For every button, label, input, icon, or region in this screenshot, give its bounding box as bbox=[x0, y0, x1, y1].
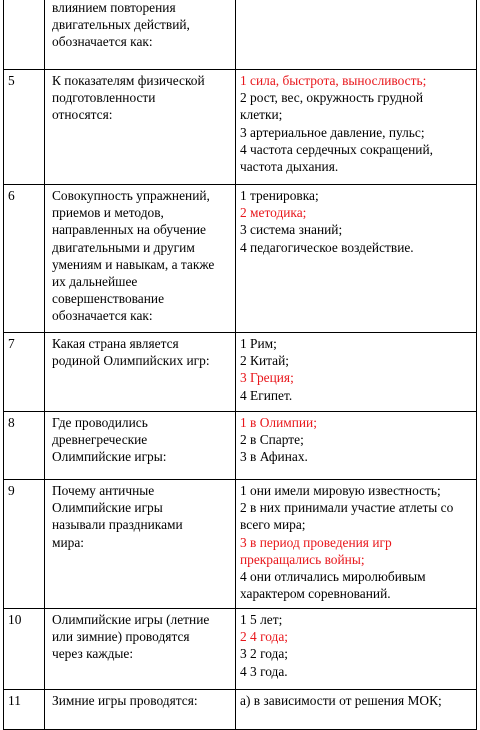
question-line: Какая страна является bbox=[52, 336, 179, 351]
table-row bbox=[4, 0, 477, 70]
question-number-label: 8 bbox=[8, 415, 15, 430]
question-line: Где проводились bbox=[52, 415, 148, 430]
table-row bbox=[4, 185, 477, 333]
question-line: называли праздниками bbox=[52, 517, 183, 533]
answer-option bbox=[240, 124, 472, 141]
answer-options bbox=[236, 412, 477, 480]
correct-answer-option bbox=[240, 369, 472, 386]
question-line: Олимпийские игры bbox=[52, 500, 163, 516]
question-text bbox=[45, 480, 236, 609]
answer-line: а) в зависимости от решения МОК; bbox=[240, 693, 442, 708]
answer-option bbox=[240, 482, 472, 499]
table-row bbox=[4, 609, 477, 690]
question-line: подготовленности bbox=[52, 90, 156, 106]
answer-option bbox=[240, 352, 472, 369]
answer-line: 4 они отличались миролюбивым bbox=[240, 569, 426, 585]
answer-line: 1 в Олимпии; bbox=[240, 415, 317, 430]
question-line: древнегреческие bbox=[52, 432, 148, 448]
answer-line: 4 Египет. bbox=[240, 387, 293, 403]
answer-option bbox=[240, 89, 472, 123]
correct-answer-option bbox=[240, 204, 472, 221]
correct-answer-option bbox=[240, 414, 472, 431]
answer-line: 3 система знаний; bbox=[240, 222, 343, 238]
answer-line: частота дыхания. bbox=[240, 159, 339, 175]
question-line: мира: bbox=[52, 534, 84, 550]
question-number bbox=[4, 185, 45, 333]
answer-line: клетки; bbox=[240, 107, 283, 123]
answer-option bbox=[240, 611, 472, 628]
question-text bbox=[45, 333, 236, 412]
answer-line: 3 Греция; bbox=[240, 370, 294, 386]
table-row bbox=[4, 480, 477, 609]
answer-line: 4 частота сердечных сокращений, bbox=[240, 141, 433, 157]
question-line: обозначается как: bbox=[52, 308, 153, 324]
answer-option bbox=[240, 692, 472, 709]
answer-line: 1 они имели мировую известность; bbox=[240, 483, 441, 498]
answer-line: 1 тренировка; bbox=[240, 188, 319, 203]
question-number bbox=[4, 690, 45, 730]
quiz-table-body bbox=[4, 0, 477, 730]
question-line: двигательных действий, bbox=[52, 17, 190, 33]
answer-option bbox=[240, 448, 472, 465]
table-row bbox=[4, 412, 477, 480]
quiz-table bbox=[3, 0, 477, 730]
answer-line: всего мира; bbox=[240, 517, 306, 533]
answer-options bbox=[236, 690, 477, 730]
question-line: К показателям физической bbox=[52, 73, 205, 88]
table-row bbox=[4, 690, 477, 730]
answer-line: характером соревнований. bbox=[240, 586, 391, 602]
question-text bbox=[45, 70, 236, 185]
answer-line: 2 в них принимали участие атлеты со bbox=[240, 500, 454, 516]
question-number bbox=[4, 609, 45, 690]
answer-line: 3 в Афинах. bbox=[240, 449, 308, 465]
answer-line: 3 в период проведения игр bbox=[240, 534, 392, 550]
question-line: двигательными и другим bbox=[52, 239, 195, 255]
answer-line: 1 5 лет; bbox=[240, 612, 283, 627]
answer-line: прекращались войны; bbox=[240, 551, 365, 567]
answer-option bbox=[240, 335, 472, 352]
question-text bbox=[45, 690, 236, 730]
question-number-label: 6 bbox=[8, 188, 15, 203]
answer-options bbox=[236, 480, 477, 609]
question-number bbox=[4, 412, 45, 480]
answer-option bbox=[240, 221, 472, 238]
question-line: совершенствование bbox=[52, 291, 165, 307]
answer-line: 2 в Спарте; bbox=[240, 432, 304, 448]
answer-line: 3 2 года; bbox=[240, 646, 289, 662]
question-line: Олимпийские игры: bbox=[52, 449, 167, 465]
answer-option bbox=[240, 431, 472, 448]
question-line: обозначается как: bbox=[52, 34, 153, 50]
question-number-label: 9 bbox=[8, 483, 15, 498]
answer-line: 2 4 года; bbox=[240, 629, 289, 645]
table-row bbox=[4, 70, 477, 185]
correct-answer-option bbox=[240, 534, 472, 568]
answer-line: 2 рост, вес, окружность грудной bbox=[240, 90, 424, 106]
question-line: Совокупность упражнений, bbox=[52, 188, 210, 203]
question-number-label: 10 bbox=[8, 612, 22, 627]
answer-option bbox=[240, 141, 472, 175]
answer-options bbox=[236, 70, 477, 185]
question-text bbox=[45, 609, 236, 690]
answer-option bbox=[240, 499, 472, 533]
question-number-label: 11 bbox=[8, 693, 21, 708]
answer-options bbox=[236, 185, 477, 333]
question-line: через каждые: bbox=[52, 646, 134, 662]
answer-option bbox=[240, 239, 472, 256]
answer-options bbox=[236, 333, 477, 412]
question-line: приемов и методов, bbox=[52, 205, 164, 221]
answer-option bbox=[240, 645, 472, 662]
answer-line: 1 Рим; bbox=[240, 336, 277, 351]
answer-line: 3 артериальное давление, пульс; bbox=[240, 124, 425, 140]
question-number-label: 7 bbox=[8, 336, 15, 351]
table-row bbox=[4, 333, 477, 412]
question-line: умениям и навыкам, а также bbox=[52, 256, 215, 272]
question-number bbox=[4, 70, 45, 185]
answer-option bbox=[240, 387, 472, 404]
answer-line: 1 сила, быстрота, выносливость; bbox=[240, 73, 427, 88]
question-line: или зимние) проводятся bbox=[52, 629, 190, 645]
answer-option bbox=[240, 663, 472, 680]
answer-options bbox=[236, 0, 477, 70]
question-line: Олимпийские игры (летние bbox=[52, 612, 210, 627]
answer-option bbox=[240, 568, 472, 602]
answer-line: 2 методика; bbox=[240, 205, 307, 221]
answer-option bbox=[240, 187, 472, 204]
question-line: Зимние игры проводятся: bbox=[52, 693, 198, 708]
correct-answer-option bbox=[240, 628, 472, 645]
question-number bbox=[4, 333, 45, 412]
question-line: относятся: bbox=[52, 107, 113, 123]
question-text bbox=[45, 185, 236, 333]
question-line: влиянием повторения bbox=[52, 0, 176, 15]
answer-line: 4 педагогическое воздействие. bbox=[240, 239, 414, 255]
question-number-label: 5 bbox=[8, 73, 15, 88]
question-text bbox=[45, 0, 236, 70]
question-line: направленных на обучение bbox=[52, 222, 206, 238]
correct-answer-option bbox=[240, 72, 472, 89]
question-number bbox=[4, 0, 45, 70]
answer-line: 4 3 года. bbox=[240, 663, 288, 679]
answer-line: 2 Китай; bbox=[240, 353, 289, 369]
question-text bbox=[45, 412, 236, 480]
question-line: родиной Олимпийских игр: bbox=[52, 353, 210, 369]
question-line: их дальнейшее bbox=[52, 274, 138, 290]
answer-options bbox=[236, 609, 477, 690]
question-number bbox=[4, 480, 45, 609]
question-line: Почему античные bbox=[52, 483, 155, 498]
